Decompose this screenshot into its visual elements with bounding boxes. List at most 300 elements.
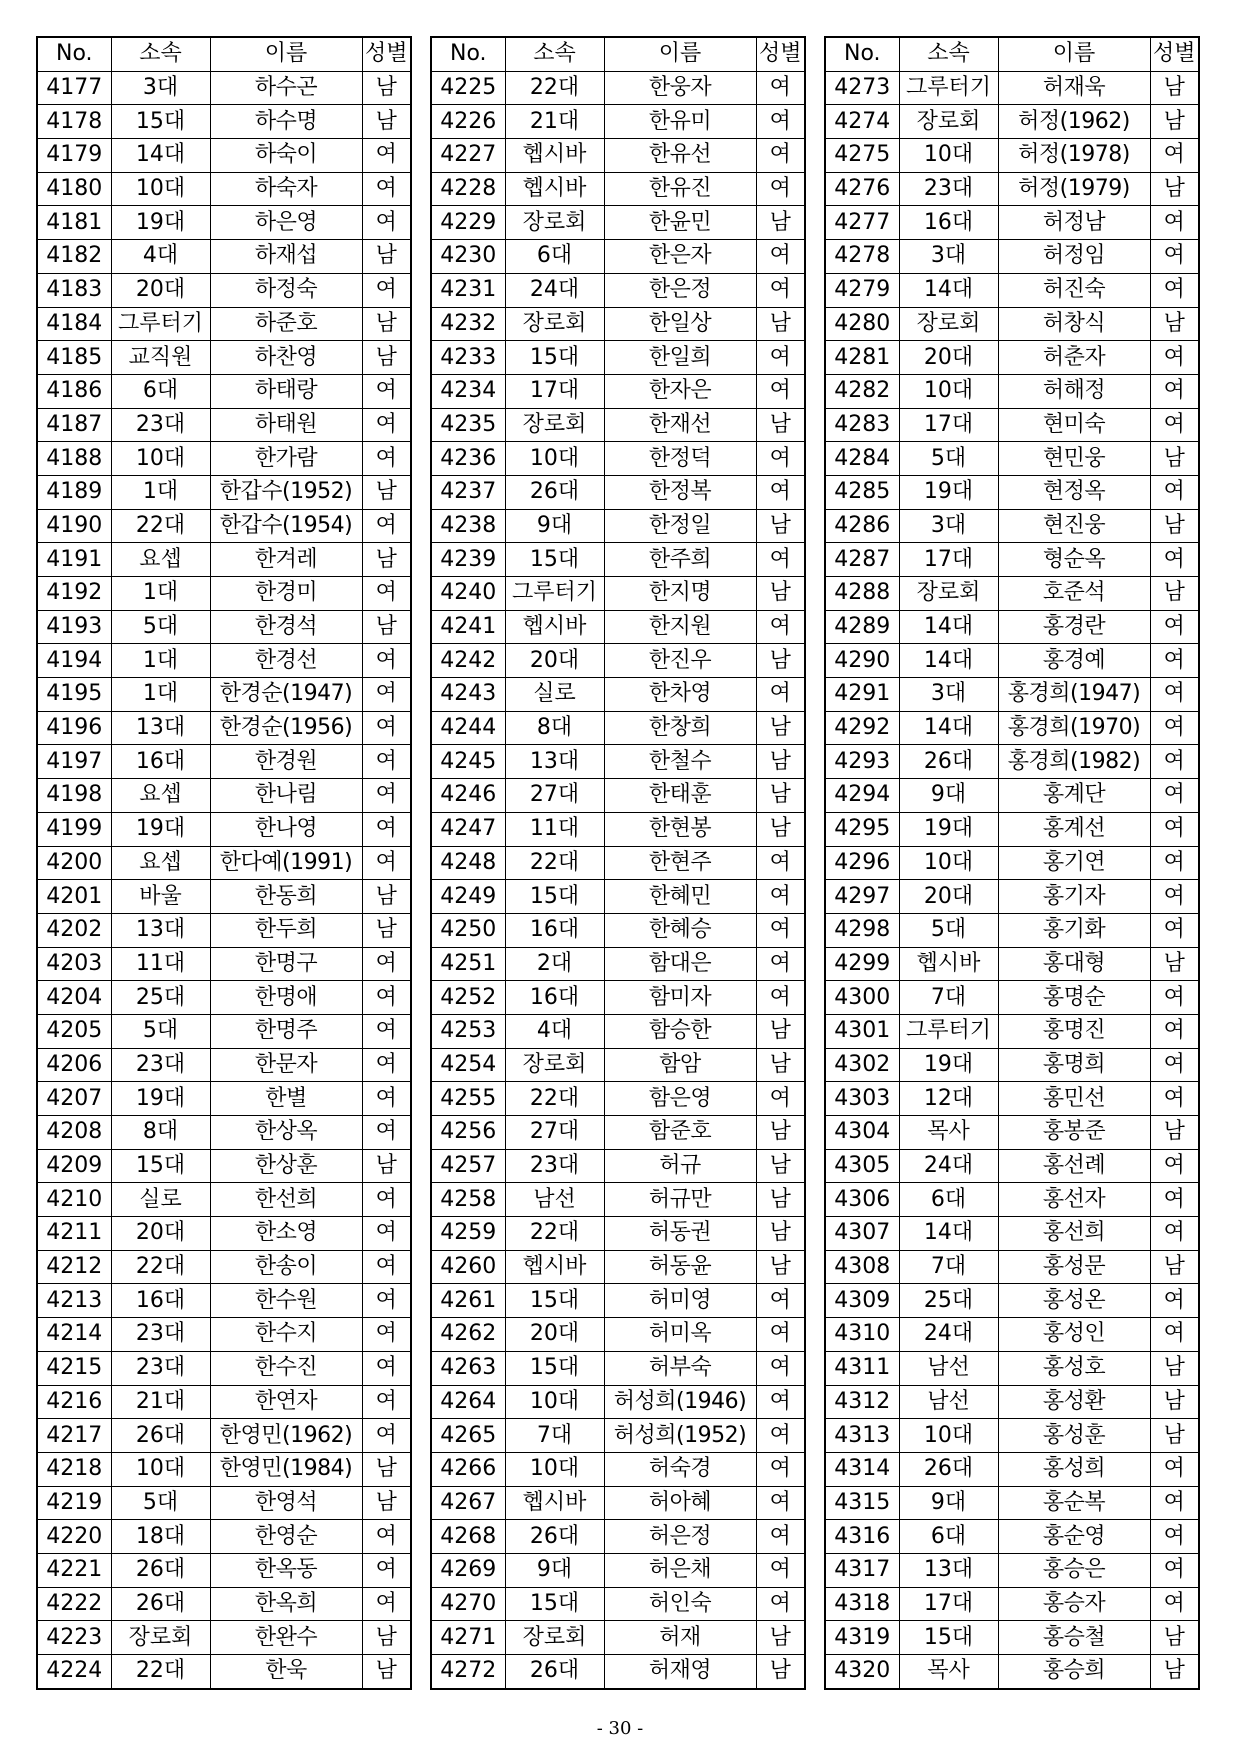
- cell-gender: 여: [362, 172, 411, 206]
- header-affiliation: 소속: [111, 37, 210, 71]
- cell-affiliation: 헵시바: [899, 947, 998, 981]
- cell-affiliation: 10대: [505, 1385, 604, 1419]
- cell-gender: 남: [362, 880, 411, 914]
- cell-affiliation: 19대: [899, 812, 998, 846]
- table-row: [37, 880, 411, 914]
- cell-gender: 여: [1150, 846, 1199, 880]
- cell-name: 현미숙: [998, 408, 1150, 442]
- cell-gender: 여: [1150, 678, 1199, 712]
- cell-affiliation: 요셉: [111, 846, 210, 880]
- cell-affiliation: 9대: [899, 1486, 998, 1520]
- table-row: [431, 577, 805, 611]
- cell-gender: 남: [362, 341, 411, 375]
- cell-affiliation: 장로회: [505, 1621, 604, 1655]
- cell-no: 4288: [825, 577, 899, 611]
- roster-tables: [36, 36, 1204, 1701]
- table-row: [825, 475, 1199, 509]
- cell-name: 한지원: [604, 610, 756, 644]
- cell-affiliation: 10대: [111, 1452, 210, 1486]
- cell-no: 4256: [431, 1116, 505, 1150]
- table-row: [37, 779, 411, 813]
- cell-affiliation: 3대: [111, 71, 210, 105]
- table-row: [431, 240, 805, 274]
- cell-gender: 여: [1150, 1183, 1199, 1217]
- cell-affiliation: 23대: [111, 1048, 210, 1082]
- cell-gender: 여: [362, 846, 411, 880]
- cell-name: 허은채: [604, 1553, 756, 1587]
- table-row: [37, 678, 411, 712]
- table-row: [431, 1553, 805, 1587]
- cell-affiliation: 13대: [899, 1553, 998, 1587]
- cell-affiliation: 7대: [899, 981, 998, 1015]
- table-row: [431, 408, 805, 442]
- cell-gender: 여: [756, 1452, 805, 1486]
- cell-affiliation: 10대: [505, 1452, 604, 1486]
- cell-no: 4310: [825, 1318, 899, 1352]
- cell-name: 한경미: [210, 577, 362, 611]
- cell-affiliation: 19대: [899, 1048, 998, 1082]
- cell-affiliation: 20대: [111, 273, 210, 307]
- cell-no: 4254: [431, 1048, 505, 1082]
- cell-gender: 여: [1150, 408, 1199, 442]
- table-row: [825, 442, 1199, 476]
- table-row: [37, 1351, 411, 1385]
- cell-affiliation: 15대: [505, 1587, 604, 1621]
- cell-affiliation: 8대: [505, 711, 604, 745]
- table-row: [431, 543, 805, 577]
- cell-gender: 여: [756, 1587, 805, 1621]
- page-number: - 30 -: [596, 1718, 644, 1739]
- cell-gender: 여: [1150, 206, 1199, 240]
- cell-name: 허정(1978): [998, 139, 1150, 173]
- cell-no: 4312: [825, 1385, 899, 1419]
- cell-affiliation: 14대: [899, 711, 998, 745]
- cell-gender: 여: [362, 947, 411, 981]
- cell-affiliation: 20대: [111, 1217, 210, 1251]
- cell-gender: 남: [756, 509, 805, 543]
- cell-affiliation: 3대: [899, 509, 998, 543]
- cell-gender: 여: [362, 1048, 411, 1082]
- cell-affiliation: 10대: [111, 172, 210, 206]
- cell-gender: 여: [1150, 1014, 1199, 1048]
- table-row: [825, 341, 1199, 375]
- header-no: No.: [431, 37, 505, 71]
- cell-name: 홍성희: [998, 1452, 1150, 1486]
- cell-affiliation: 24대: [505, 273, 604, 307]
- cell-affiliation: 1대: [111, 577, 210, 611]
- table-row: [825, 1014, 1199, 1048]
- cell-affiliation: 그루터기: [505, 577, 604, 611]
- cell-no: 4303: [825, 1082, 899, 1116]
- table-row: [37, 509, 411, 543]
- cell-no: 4305: [825, 1149, 899, 1183]
- cell-name: 홍선자: [998, 1183, 1150, 1217]
- cell-name: 한상훈: [210, 1149, 362, 1183]
- cell-affiliation: 23대: [111, 408, 210, 442]
- cell-name: 허아혜: [604, 1486, 756, 1520]
- cell-affiliation: 22대: [505, 71, 604, 105]
- cell-affiliation: 그루터기: [899, 71, 998, 105]
- table-row: [431, 374, 805, 408]
- cell-gender: 여: [362, 273, 411, 307]
- cell-gender: 남: [756, 644, 805, 678]
- cell-name: 한송이: [210, 1250, 362, 1284]
- cell-gender: 여: [756, 1419, 805, 1453]
- cell-affiliation: 20대: [899, 341, 998, 375]
- table-row: [431, 1284, 805, 1318]
- cell-no: 4222: [37, 1587, 111, 1621]
- cell-no: 4228: [431, 172, 505, 206]
- cell-name: 한나영: [210, 812, 362, 846]
- cell-no: 4240: [431, 577, 505, 611]
- cell-gender: 여: [362, 1520, 411, 1554]
- table-row: [825, 1351, 1199, 1385]
- cell-gender: 여: [362, 442, 411, 476]
- cell-gender: 남: [362, 1452, 411, 1486]
- cell-affiliation: 26대: [111, 1553, 210, 1587]
- roster-table-left: [36, 36, 412, 1690]
- cell-affiliation: 20대: [505, 1318, 604, 1352]
- cell-no: 4293: [825, 745, 899, 779]
- cell-gender: 여: [362, 374, 411, 408]
- cell-no: 4239: [431, 543, 505, 577]
- table-row: [825, 307, 1199, 341]
- cell-no: 4298: [825, 913, 899, 947]
- cell-no: 4317: [825, 1553, 899, 1587]
- cell-name: 한영순: [210, 1520, 362, 1554]
- cell-gender: 여: [362, 509, 411, 543]
- cell-gender: 남: [1150, 1655, 1199, 1689]
- cell-gender: 여: [362, 745, 411, 779]
- table-row: [37, 981, 411, 1015]
- cell-name: 홍경예: [998, 644, 1150, 678]
- header-row: [825, 37, 1199, 71]
- cell-no: 4177: [37, 71, 111, 105]
- table-row: [37, 1116, 411, 1150]
- cell-gender: 남: [756, 1183, 805, 1217]
- cell-gender: 남: [1150, 1419, 1199, 1453]
- cell-affiliation: 23대: [111, 1351, 210, 1385]
- cell-gender: 여: [756, 678, 805, 712]
- cell-name: 한웅자: [604, 71, 756, 105]
- cell-gender: 여: [362, 139, 411, 173]
- cell-name: 허정(1979): [998, 172, 1150, 206]
- cell-gender: 남: [1150, 1116, 1199, 1150]
- cell-no: 4198: [37, 779, 111, 813]
- cell-no: 4252: [431, 981, 505, 1015]
- cell-name: 허성희(1952): [604, 1419, 756, 1453]
- cell-no: 4313: [825, 1419, 899, 1453]
- cell-gender: 남: [362, 105, 411, 139]
- cell-gender: 여: [362, 1587, 411, 1621]
- cell-no: 4315: [825, 1486, 899, 1520]
- cell-no: 4184: [37, 307, 111, 341]
- cell-name: 한선희: [210, 1183, 362, 1217]
- table-row: [825, 880, 1199, 914]
- cell-name: 홍민선: [998, 1082, 1150, 1116]
- cell-gender: 여: [756, 139, 805, 173]
- cell-name: 홍경란: [998, 610, 1150, 644]
- table-row: [37, 1385, 411, 1419]
- cell-affiliation: 6대: [899, 1520, 998, 1554]
- cell-gender: 여: [1150, 913, 1199, 947]
- cell-no: 4309: [825, 1284, 899, 1318]
- cell-gender: 남: [1150, 577, 1199, 611]
- cell-name: 허진숙: [998, 273, 1150, 307]
- table-row: [431, 139, 805, 173]
- cell-gender: 여: [756, 341, 805, 375]
- cell-no: 4230: [431, 240, 505, 274]
- cell-gender: 여: [1150, 880, 1199, 914]
- cell-affiliation: 17대: [899, 1587, 998, 1621]
- table-row: [37, 1655, 411, 1689]
- cell-affiliation: 17대: [899, 543, 998, 577]
- cell-name: 현정옥: [998, 475, 1150, 509]
- cell-name: 허동권: [604, 1217, 756, 1251]
- table-row: [37, 577, 411, 611]
- table-row: [431, 172, 805, 206]
- cell-name: 한옥동: [210, 1553, 362, 1587]
- cell-name: 하준호: [210, 307, 362, 341]
- cell-affiliation: 실로: [505, 678, 604, 712]
- cell-gender: 여: [756, 1284, 805, 1318]
- table-row: [825, 1183, 1199, 1217]
- cell-name: 하수명: [210, 105, 362, 139]
- cell-no: 4214: [37, 1318, 111, 1352]
- table-row: [37, 711, 411, 745]
- cell-gender: 여: [756, 1351, 805, 1385]
- cell-affiliation: 26대: [111, 1419, 210, 1453]
- cell-gender: 여: [1150, 341, 1199, 375]
- cell-name: 홍성온: [998, 1284, 1150, 1318]
- table-row: [431, 307, 805, 341]
- cell-gender: 여: [756, 880, 805, 914]
- cell-no: 4296: [825, 846, 899, 880]
- cell-name: 하숙이: [210, 139, 362, 173]
- cell-no: 4287: [825, 543, 899, 577]
- cell-no: 4224: [37, 1655, 111, 1689]
- cell-affiliation: 5대: [111, 610, 210, 644]
- cell-affiliation: 15대: [505, 543, 604, 577]
- cell-name: 한차영: [604, 678, 756, 712]
- cell-name: 한욱: [210, 1655, 362, 1689]
- cell-no: 4251: [431, 947, 505, 981]
- table-row: [825, 1149, 1199, 1183]
- cell-no: 4208: [37, 1116, 111, 1150]
- cell-name: 한현봉: [604, 812, 756, 846]
- cell-gender: 여: [362, 1385, 411, 1419]
- cell-name: 홍대형: [998, 947, 1150, 981]
- cell-gender: 남: [362, 1621, 411, 1655]
- table-row: [37, 1520, 411, 1554]
- cell-no: 4219: [37, 1486, 111, 1520]
- cell-affiliation: 12대: [899, 1082, 998, 1116]
- table-row: [431, 475, 805, 509]
- cell-name: 홍성문: [998, 1250, 1150, 1284]
- cell-affiliation: 7대: [899, 1250, 998, 1284]
- cell-affiliation: 19대: [111, 206, 210, 240]
- cell-no: 4255: [431, 1082, 505, 1116]
- cell-affiliation: 4대: [111, 240, 210, 274]
- cell-gender: 남: [362, 240, 411, 274]
- cell-no: 4194: [37, 644, 111, 678]
- table-row: [825, 846, 1199, 880]
- cell-name: 홍경희(1970): [998, 711, 1150, 745]
- cell-no: 4238: [431, 509, 505, 543]
- table-row: [431, 1250, 805, 1284]
- cell-gender: 여: [1150, 273, 1199, 307]
- cell-name: 홍선희: [998, 1217, 1150, 1251]
- table-row: [37, 1250, 411, 1284]
- cell-gender: 여: [1150, 1318, 1199, 1352]
- table-row: [825, 172, 1199, 206]
- cell-name: 한일희: [604, 341, 756, 375]
- cell-no: 4279: [825, 273, 899, 307]
- cell-gender: 남: [362, 475, 411, 509]
- cell-name: 홍성환: [998, 1385, 1150, 1419]
- table-row: [37, 543, 411, 577]
- cell-gender: 여: [756, 913, 805, 947]
- cell-affiliation: 16대: [505, 913, 604, 947]
- table-row: [37, 374, 411, 408]
- cell-no: 4261: [431, 1284, 505, 1318]
- cell-no: 4257: [431, 1149, 505, 1183]
- cell-affiliation: 헵시바: [505, 610, 604, 644]
- table-row: [431, 711, 805, 745]
- cell-name: 한완수: [210, 1621, 362, 1655]
- cell-gender: 남: [756, 1217, 805, 1251]
- cell-affiliation: 15대: [111, 1149, 210, 1183]
- cell-no: 4302: [825, 1048, 899, 1082]
- cell-affiliation: 3대: [899, 240, 998, 274]
- table-row: [825, 1116, 1199, 1150]
- cell-affiliation: 6대: [111, 374, 210, 408]
- cell-name: 한은자: [604, 240, 756, 274]
- table-row: [431, 273, 805, 307]
- cell-no: 4314: [825, 1452, 899, 1486]
- cell-name: 하찬영: [210, 341, 362, 375]
- cell-no: 4245: [431, 745, 505, 779]
- cell-no: 4218: [37, 1452, 111, 1486]
- cell-name: 한별: [210, 1082, 362, 1116]
- cell-affiliation: 3대: [899, 678, 998, 712]
- cell-gender: 남: [1150, 71, 1199, 105]
- cell-no: 4266: [431, 1452, 505, 1486]
- cell-gender: 남: [756, 711, 805, 745]
- cell-name: 하재섭: [210, 240, 362, 274]
- cell-no: 4241: [431, 610, 505, 644]
- cell-no: 4199: [37, 812, 111, 846]
- cell-no: 4274: [825, 105, 899, 139]
- table-row: [37, 1452, 411, 1486]
- cell-affiliation: 22대: [505, 1082, 604, 1116]
- table-row: [431, 1655, 805, 1689]
- cell-gender: 여: [362, 1419, 411, 1453]
- cell-gender: 여: [1150, 1048, 1199, 1082]
- cell-gender: 남: [756, 1621, 805, 1655]
- cell-affiliation: 11대: [505, 812, 604, 846]
- cell-affiliation: 21대: [111, 1385, 210, 1419]
- cell-no: 4205: [37, 1014, 111, 1048]
- cell-affiliation: 23대: [111, 1318, 210, 1352]
- cell-name: 한갑수(1952): [210, 475, 362, 509]
- cell-name: 한혜승: [604, 913, 756, 947]
- cell-gender: 여: [756, 1385, 805, 1419]
- cell-gender: 여: [756, 1082, 805, 1116]
- cell-affiliation: 목사: [899, 1116, 998, 1150]
- cell-gender: 여: [362, 1082, 411, 1116]
- table-row: [431, 71, 805, 105]
- cell-gender: 여: [362, 408, 411, 442]
- cell-no: 4311: [825, 1351, 899, 1385]
- table-row: [825, 947, 1199, 981]
- cell-affiliation: 헵시바: [505, 1486, 604, 1520]
- table-row: [825, 1621, 1199, 1655]
- cell-gender: 여: [362, 711, 411, 745]
- cell-gender: 남: [756, 779, 805, 813]
- cell-name: 한동희: [210, 880, 362, 914]
- cell-no: 4216: [37, 1385, 111, 1419]
- cell-name: 허성희(1946): [604, 1385, 756, 1419]
- cell-name: 허정남: [998, 206, 1150, 240]
- table-row: [825, 812, 1199, 846]
- cell-no: 4213: [37, 1284, 111, 1318]
- cell-gender: 여: [1150, 1284, 1199, 1318]
- table-row: [825, 374, 1199, 408]
- cell-no: 4318: [825, 1587, 899, 1621]
- cell-no: 4209: [37, 1149, 111, 1183]
- cell-affiliation: 9대: [899, 779, 998, 813]
- cell-gender: 여: [362, 1014, 411, 1048]
- cell-no: 4183: [37, 273, 111, 307]
- cell-no: 4191: [37, 543, 111, 577]
- cell-no: 4235: [431, 408, 505, 442]
- cell-name: 허해정: [998, 374, 1150, 408]
- cell-name: 허미옥: [604, 1318, 756, 1352]
- cell-gender: 남: [756, 206, 805, 240]
- roster-table-middle: [430, 36, 806, 1690]
- cell-gender: 남: [362, 1486, 411, 1520]
- cell-name: 한정복: [604, 475, 756, 509]
- cell-gender: 여: [756, 1553, 805, 1587]
- header-no: No.: [37, 37, 111, 71]
- cell-gender: 남: [362, 610, 411, 644]
- cell-no: 4248: [431, 846, 505, 880]
- table-row: [825, 610, 1199, 644]
- table-row: [431, 644, 805, 678]
- cell-no: 4283: [825, 408, 899, 442]
- cell-no: 4201: [37, 880, 111, 914]
- table-row: [825, 1217, 1199, 1251]
- cell-gender: 여: [362, 779, 411, 813]
- cell-affiliation: 요셉: [111, 543, 210, 577]
- table-row: [37, 913, 411, 947]
- cell-name: 한재선: [604, 408, 756, 442]
- cell-affiliation: 남선: [899, 1351, 998, 1385]
- cell-no: 4267: [431, 1486, 505, 1520]
- cell-gender: 여: [756, 981, 805, 1015]
- cell-no: 4320: [825, 1655, 899, 1689]
- cell-gender: 여: [1150, 1082, 1199, 1116]
- cell-gender: 여: [756, 947, 805, 981]
- table-row: [825, 644, 1199, 678]
- cell-no: 4268: [431, 1520, 505, 1554]
- cell-affiliation: 16대: [111, 1284, 210, 1318]
- cell-no: 4291: [825, 678, 899, 712]
- cell-no: 4308: [825, 1250, 899, 1284]
- cell-no: 4179: [37, 139, 111, 173]
- table-row: [825, 71, 1199, 105]
